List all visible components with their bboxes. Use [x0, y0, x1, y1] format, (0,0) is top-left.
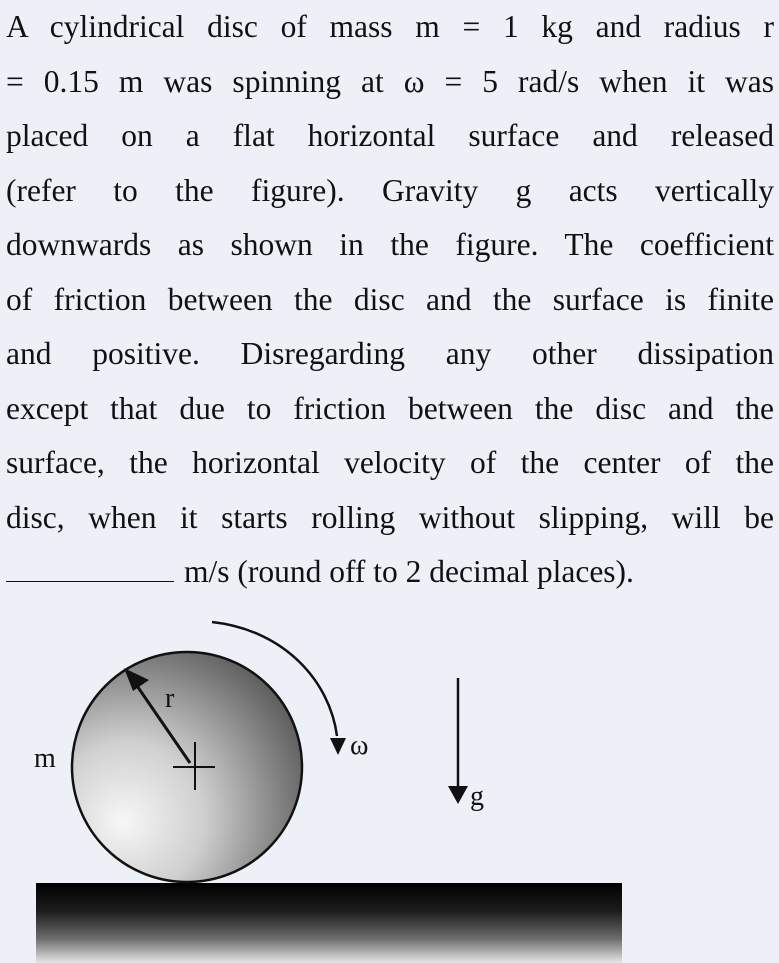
problem-line: = 0.15 m was spinning at ω = 5 rad/s when it was	[6, 63, 774, 99]
radius-label: r	[165, 683, 175, 714]
problem-line: downwards as shown in the figure. The coefficient	[6, 227, 774, 262]
problem-line: except that due to friction between the disc and the	[6, 390, 774, 426]
gravity-label: g	[470, 781, 484, 812]
problem-line: A cylindrical disc of mass m = 1 kg and radius r	[6, 9, 774, 44]
problem-line: disc, when it starts rolling without slipping, will be	[6, 499, 774, 535]
omega-label: ω	[350, 730, 369, 761]
gravity-arrowhead	[448, 786, 468, 804]
answer-line	[6, 545, 774, 600]
problem-line: of friction between the disc and the surface is finite	[6, 281, 774, 317]
problem-line: surface, the horizontal velocity of the center of the	[6, 445, 774, 480]
answer-suffix: m/s (round off to 2 decimal places).	[184, 554, 634, 589]
problem-line: placed on a flat horizontal surface and released	[6, 118, 774, 153]
disc-figure-svg	[0, 600, 779, 963]
ground-surface	[36, 883, 622, 963]
omega-arrowhead	[330, 738, 346, 755]
problem-line: and positive. Disregarding any other dissipation	[6, 336, 774, 371]
answer-blank	[6, 555, 174, 582]
disc-figure	[0, 600, 779, 963]
problem-statement	[6, 0, 774, 600]
mass-label: m	[34, 743, 56, 774]
problem-line: (refer to the figure). Gravity g acts vertically	[6, 172, 774, 208]
